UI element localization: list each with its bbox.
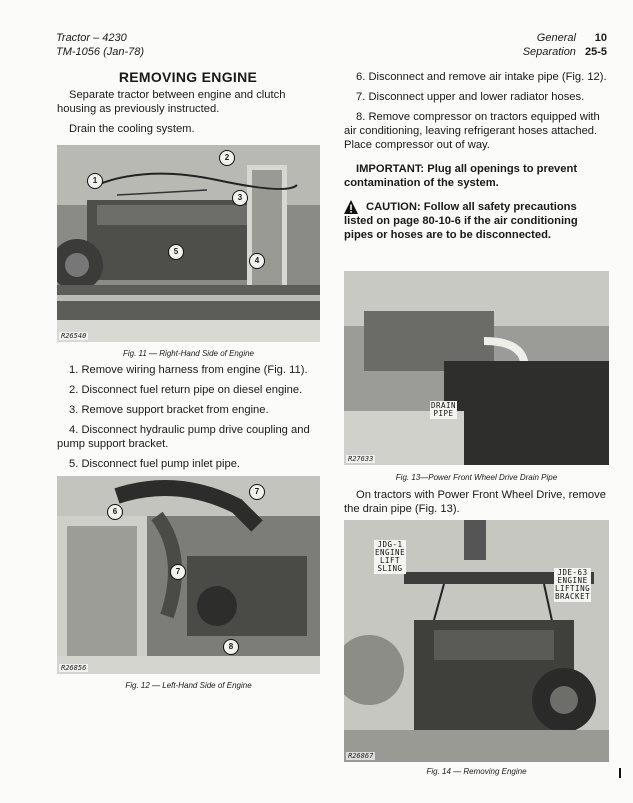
step-3: 3. Remove support bracket from engine. — [69, 404, 269, 416]
figure-14-photo — [344, 520, 609, 762]
figure-11-caption: Fig. 11 — Right-Hand Side of Engine — [122, 349, 255, 358]
pfwd-paragraph: On tractors with Power Front Wheel Drive, remove the drain pipe (Fig. 13). — [344, 489, 606, 515]
header-section-number: 10 — [594, 32, 607, 44]
step-5: 5. Disconnect fuel pump inlet pipe. — [69, 458, 241, 470]
step-2: 2. Disconnect fuel return pipe on diesel engine. — [69, 384, 303, 396]
page-title: REMOVING ENGINE — [118, 69, 258, 85]
left-steps — [57, 363, 319, 477]
figure-14-code: R26867 — [348, 752, 374, 760]
figure-12-caption: Fig. 12 — Left-Hand Side of Engine — [125, 681, 252, 690]
callout-3: 3 — [232, 190, 248, 206]
callout-2: 2 — [219, 150, 235, 166]
drain-pipe-illustration — [344, 271, 609, 465]
step-8: 8. Remove compressor on tractors equipped with air conditioning, leaving refrigerant hoses attached. Place compressor out of way. — [344, 111, 600, 151]
right-column-top — [344, 70, 608, 242]
header-left — [56, 31, 144, 59]
left-column-top — [57, 70, 319, 142]
figure-14-caption: Fig. 14 — Removing Engine — [426, 767, 527, 776]
header-page-number: 25-5 — [584, 46, 607, 58]
header-model: Tractor – 4230 — [56, 32, 127, 44]
step-4: 4. Disconnect hydraulic pump drive coupling and pump support bracket. — [57, 424, 310, 450]
figure-13-photo — [344, 271, 609, 465]
header-right — [523, 31, 607, 59]
callout-7b: 7 — [170, 564, 186, 580]
bracket-label: JDE-63 ENGINE LIFTING BRACKET — [555, 568, 591, 601]
header-section: General — [536, 32, 576, 44]
callout-6: 6 — [107, 504, 123, 520]
engine-left-side-illustration — [57, 476, 320, 674]
step-1: 1. Remove wiring harness from engine (Fig. 11). — [69, 364, 308, 376]
warning-triangle-icon — [344, 200, 358, 214]
figure-11-photo — [57, 145, 320, 342]
sling-label: JDG-1 ENGINE LIFT SLING — [375, 540, 406, 573]
callout-4: 4 — [249, 253, 265, 269]
header-group: Separation — [522, 46, 576, 58]
figure-11-code: R26540 — [61, 332, 87, 340]
figure-12-code: R26856 — [61, 664, 87, 672]
pfwd-paragraph-wrap — [344, 488, 608, 522]
step-7: 7. Disconnect upper and lower radiator hoses. — [356, 91, 585, 103]
callout-1: 1 — [87, 173, 103, 189]
callout-5: 5 — [168, 244, 184, 260]
callout-7a: 7 — [249, 484, 265, 500]
figure-13-code: R27633 — [348, 455, 374, 463]
drain-pipe-label: DRAIN PIPE — [431, 401, 457, 418]
step-6: 6. Disconnect and remove air intake pipe (Fig. 12). — [356, 71, 607, 83]
caution-note: CAUTION: Follow all safety precautions listed on page 80-10-6 if the air conditioning pipes or hoses are to be disconnected. — [344, 201, 578, 241]
caution-block — [344, 200, 608, 242]
change-bar — [619, 768, 621, 778]
figure-13-caption: Fig. 13—Power Front Wheel Drive Drain Pipe — [395, 473, 558, 482]
intro-paragraph: Separate tractor between engine and clutch housing as previously instructed. — [57, 89, 286, 115]
drain-paragraph: Drain the cooling system. — [69, 123, 195, 135]
figure-12-photo — [57, 476, 320, 674]
header-manual-number: TM-1056 (Jan-78) — [56, 46, 145, 58]
callout-8: 8 — [223, 639, 239, 655]
important-note: IMPORTANT: Plug all openings to prevent contamination of the system. — [344, 163, 578, 189]
